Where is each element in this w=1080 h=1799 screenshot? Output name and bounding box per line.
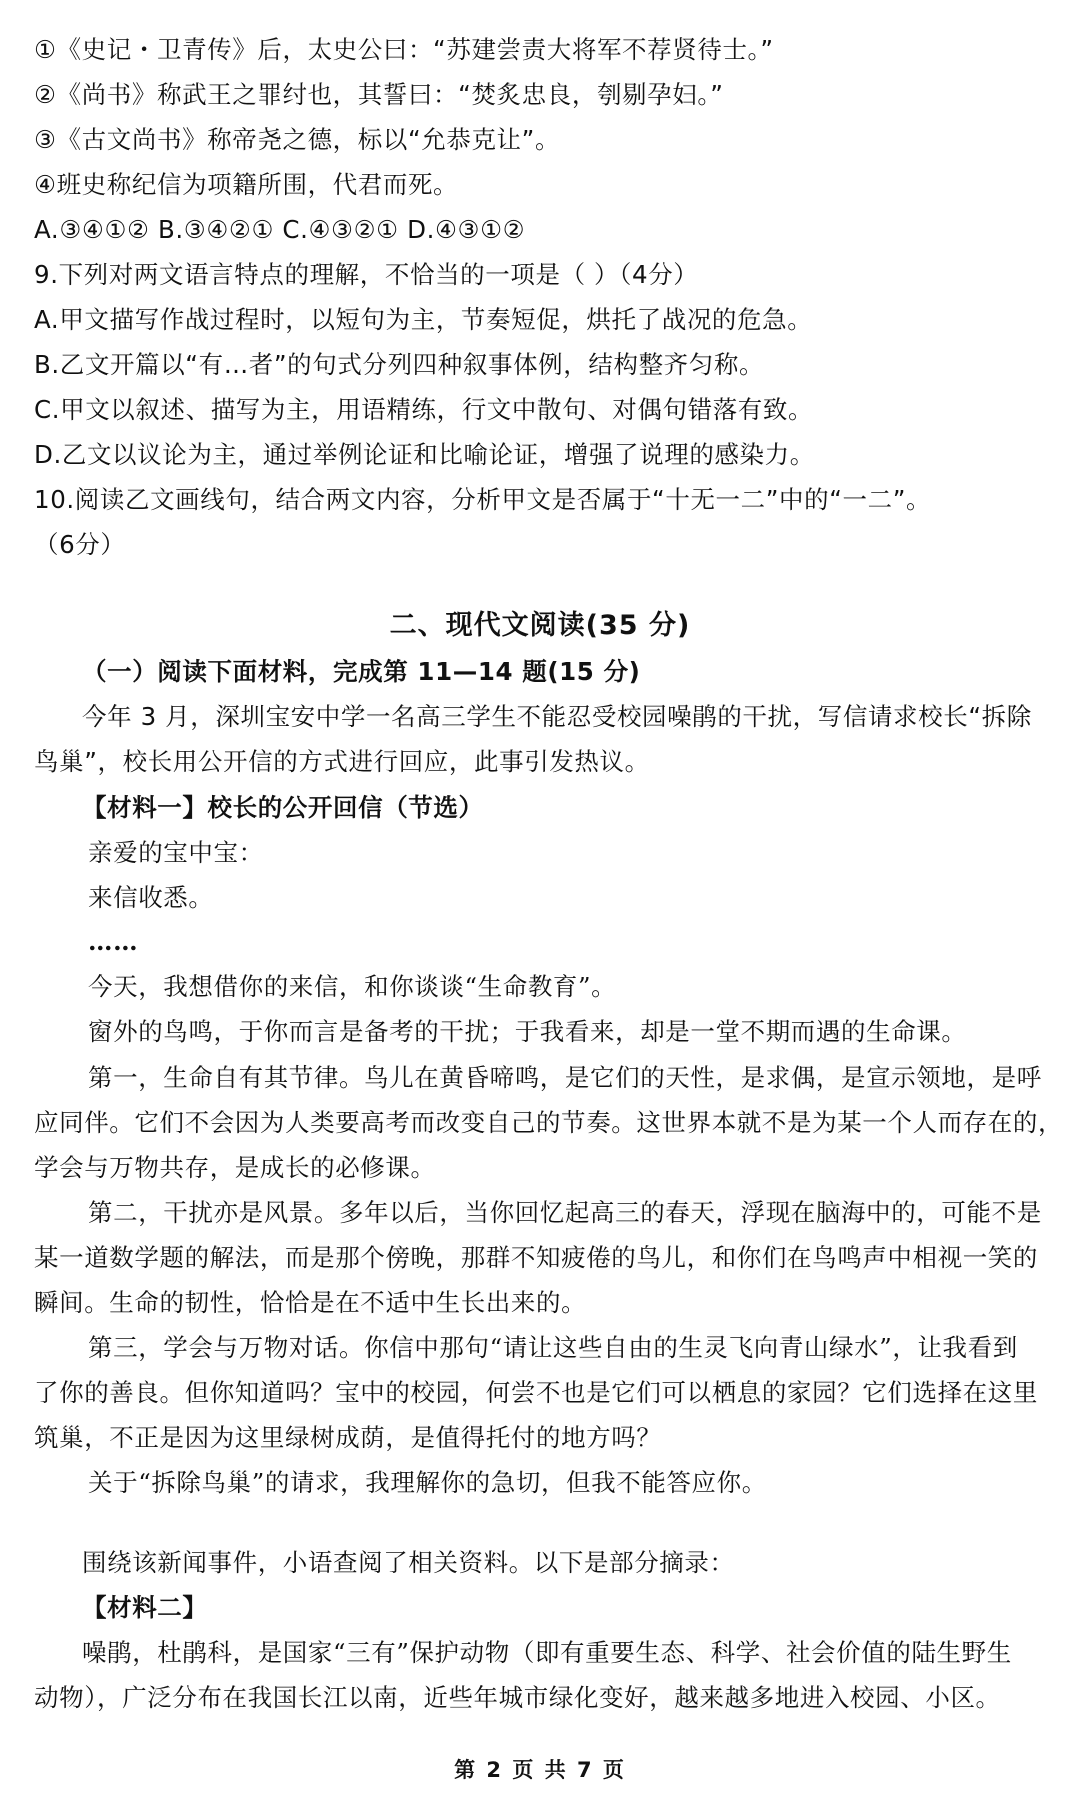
q9-stem: 9.下列对两文语言特点的理解，不恰当的一项是（ ）（4分） [34,260,699,289]
letter-received: 来信收悉。 [88,883,214,912]
page-footer: 第 2 页 共 7 页 [454,1758,626,1782]
material2-line-2: 动物），广泛分布在我国长江以南，近些年城市绿化变好，越来越多地进入校园、小区。 [34,1683,1001,1712]
q10-score: （6分） [34,530,126,559]
letter-salutation: 亲爱的宝中宝： [88,838,264,867]
letter-line-today: 今天，我想借你的来信，和你谈谈“生命教育”。 [88,972,617,1001]
prior-item-3: ③《古文尚书》称帝尧之德，标以“允恭克让”。 [34,125,561,154]
para3-line-3: 筑巢，不正是因为这里绿树成荫，是值得托付的地方吗？ [34,1423,662,1452]
q9-option-d: D.乙文以议论为主，通过举例论证和比喻论证，增强了说理的感染力。 [34,440,815,469]
research-intro: 围绕该新闻事件，小语查阅了相关资料。以下是部分摘录： [82,1548,735,1577]
q9-option-c: C.甲文以叙述、描写为主，用语精练，行文中散句、对偶句错落有致。 [34,395,814,424]
letter-ellipsis: …… [88,927,139,956]
para1-line-2: 应同伴。它们不会因为人类要高考而改变自己的节奏。这世界本就不是为某一个人而存在的， [34,1108,1064,1137]
letter-closing: 关于“拆除鸟巢”的请求，我理解你的急切，但我不能答应你。 [88,1468,767,1497]
prior-item-1: ①《史记・卫青传》后，太史公曰：“苏建尝责大将军不荐贤待士。” [34,35,774,64]
q9-option-b: B.乙文开篇以“有…者”的句式分列四种叙事体例，结构整齐匀称。 [34,350,765,379]
section-subtitle: （一）阅读下面材料，完成第 11—14 题(15 分) [82,657,641,686]
material2-line-1: 噪鹃，杜鹃科，是国家“三有”保护动物（即有重要生态、科学、社会价值的陆生野生 [82,1638,1012,1667]
section-title: 二、现代文阅读(35 分) [389,610,691,641]
para2-line-2: 某一道数学题的解法，而是那个傍晚，那群不知疲倦的鸟儿，和你们在鸟鸣声中相视一笑的 [34,1243,1038,1272]
prior-item-4: ④班史称纪信为项籍所围，代君而死。 [34,170,459,199]
intro-line-2: 鸟巢”，校长用公开信的方式进行回应，此事引发热议。 [34,747,650,776]
intro-line-1: 今年 3 月，深圳宝安中学一名高三学生不能忍受校园噪鹃的干扰，写信请求校长“拆除 [82,702,1032,731]
para1-line-3: 学会与万物共存，是成长的必修课。 [34,1153,436,1182]
para1-line-1: 第一，生命自有其节律。鸟儿在黄昏啼鸣，是它们的天性，是求偶，是宣示领地，是呼 [88,1063,1042,1092]
para3-line-2: 了你的善良。但你知道吗？宝中的校园，何尝不也是它们可以栖息的家园？它们选择在这里 [34,1378,1038,1407]
material1-heading: 【材料一】校长的公开回信（节选） [82,793,484,822]
q10-stem: 10.阅读乙文画线句，结合两文内容，分析甲文是否属于“十无一二”中的“一二”。 [34,485,932,514]
para2-line-1: 第二，干扰亦是风景。多年以后，当你回忆起高三的春天，浮现在脑海中的，可能不是 [88,1198,1042,1227]
para3-line-1: 第三，学会与万物对话。你信中那句“请让这些自由的生灵飞向青山绿水”，让我看到 [88,1333,1018,1362]
prior-item-2: ②《尚书》称武王之罪纣也，其誓曰：“焚炙忠良，刳剔孕妇。” [34,80,724,109]
material2-heading: 【材料二】 [82,1593,208,1622]
q9-option-a: A.甲文描写作战过程时，以短句为主，节奏短促，烘托了战况的危急。 [34,305,813,334]
q8-options: A.③④①② B.③④②① C.④③②① D.④③①② [34,215,526,244]
letter-line-birdsong: 窗外的鸟鸣，于你而言是备考的干扰；于我看来，却是一堂不期而遇的生命课。 [88,1017,967,1046]
para2-line-3: 瞬间。生命的韧性，恰恰是在不适中生长出来的。 [34,1288,587,1317]
